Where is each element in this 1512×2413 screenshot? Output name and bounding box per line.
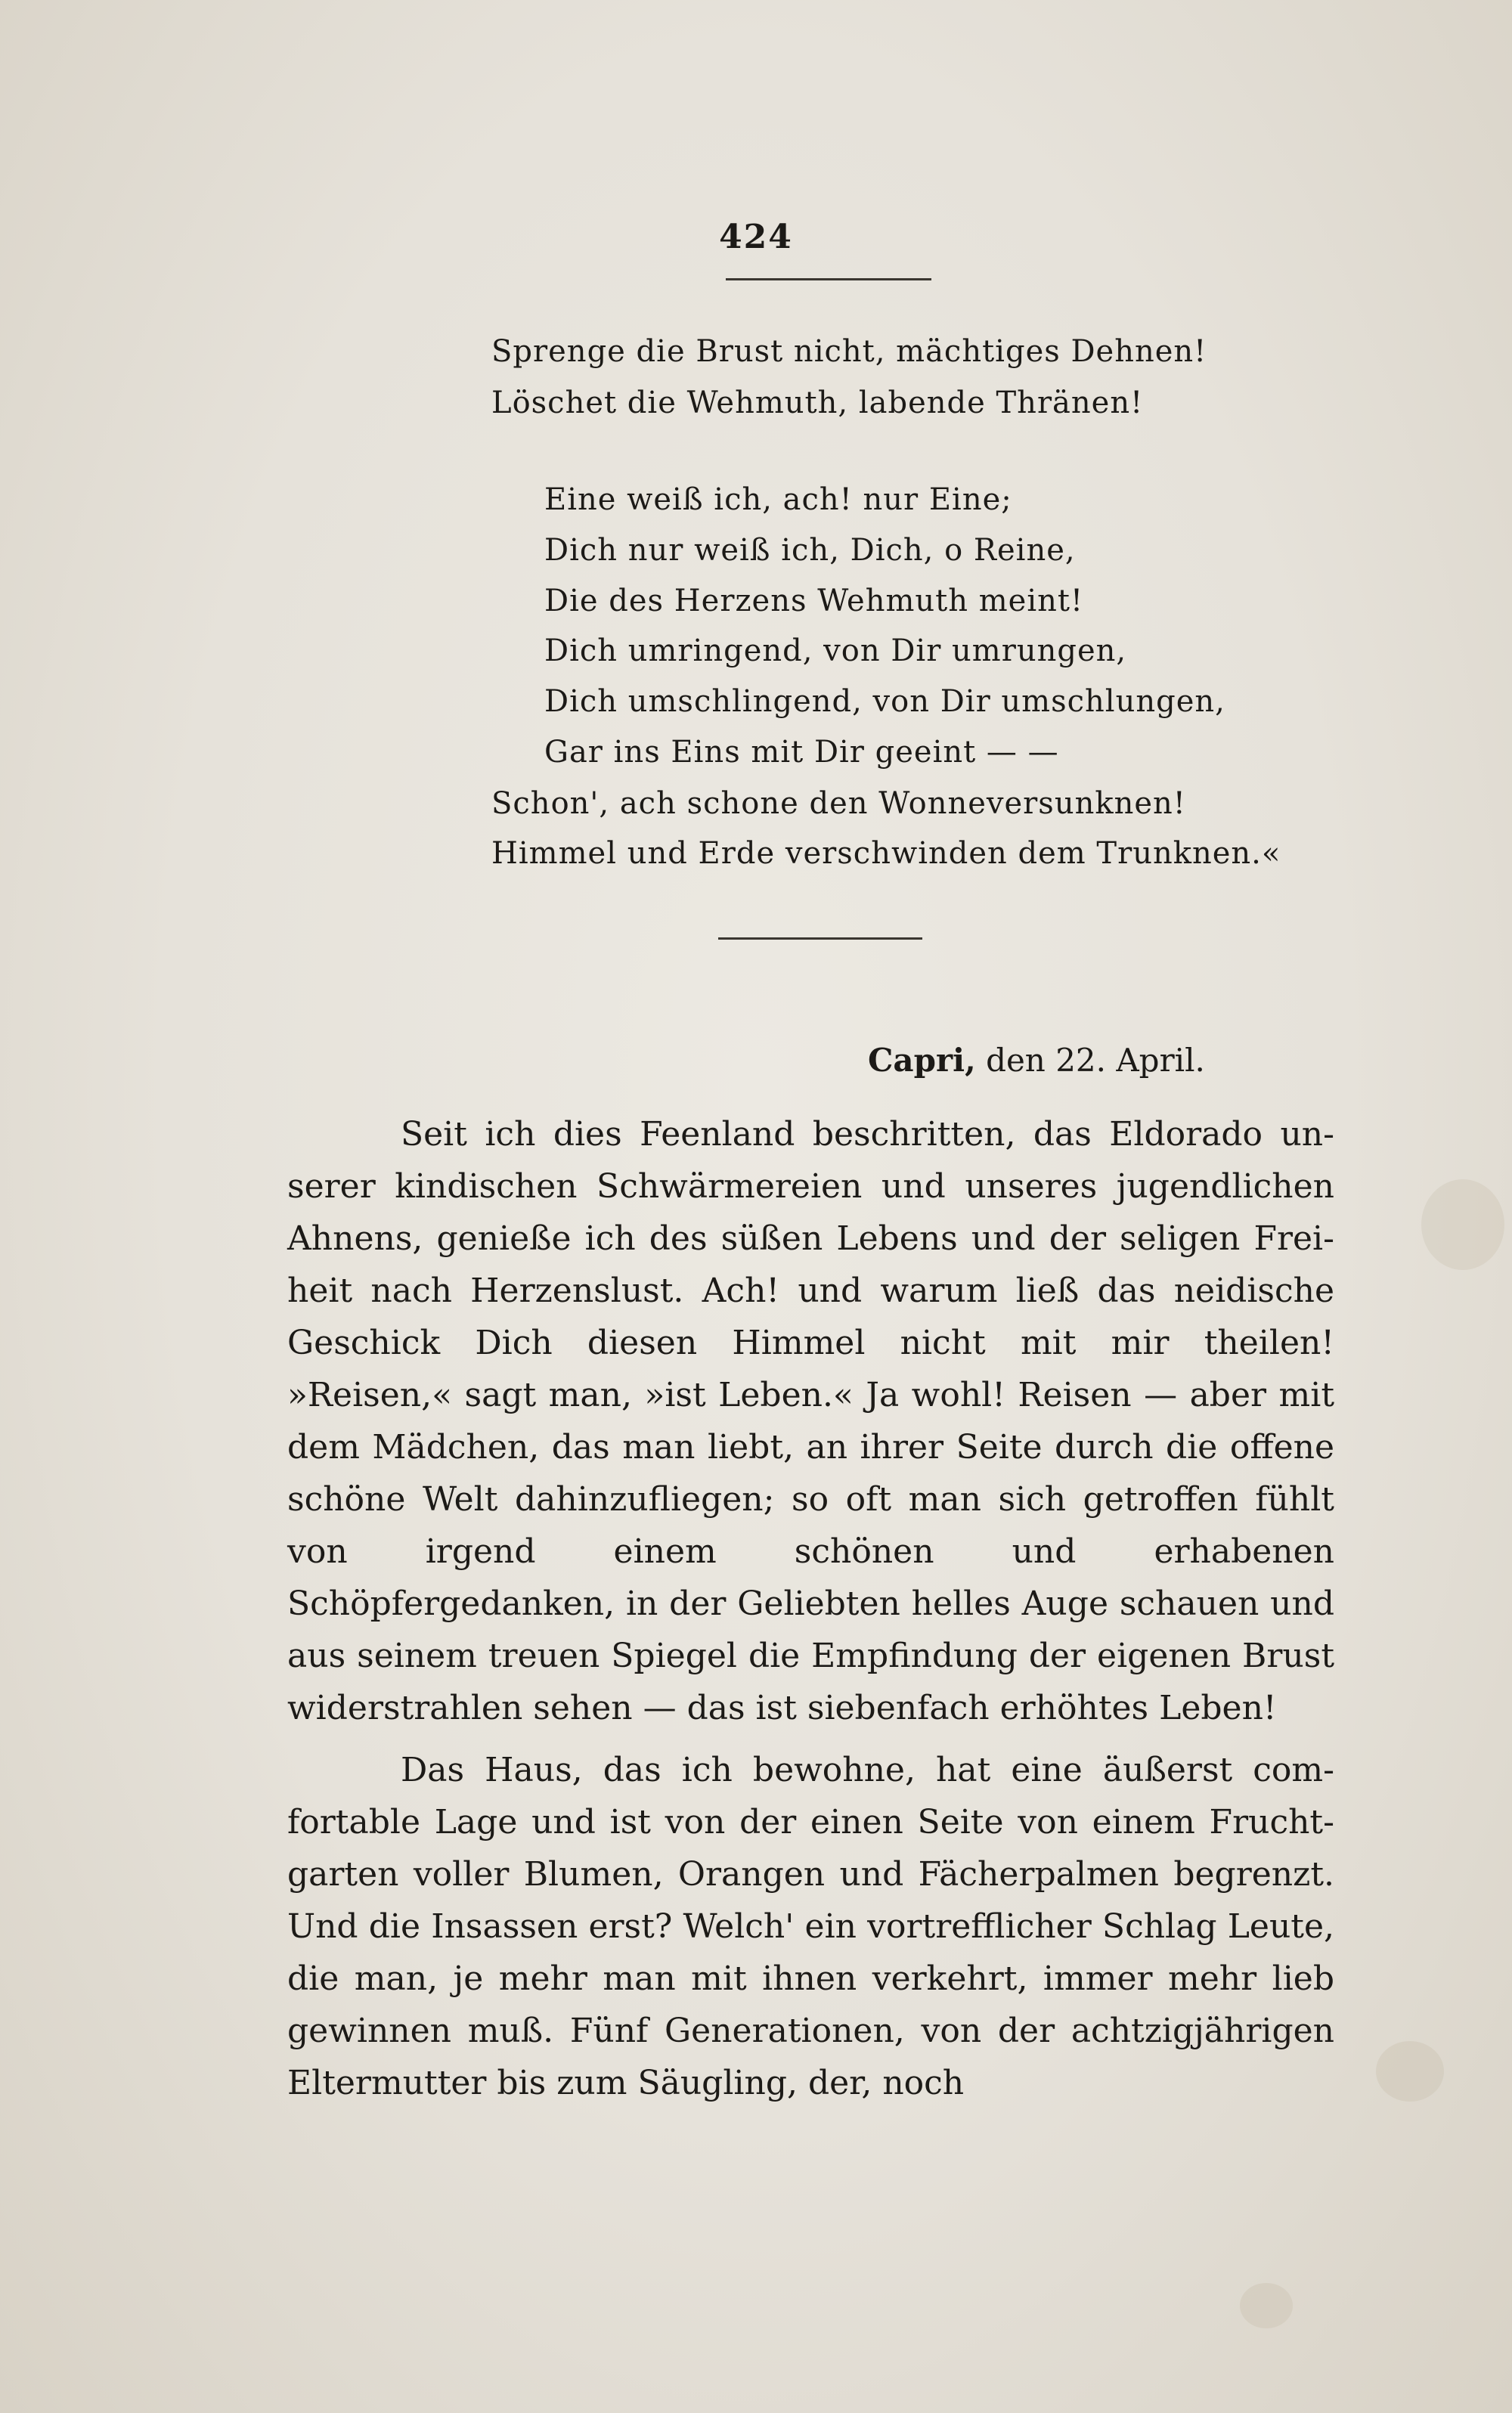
page-number: 424 — [719, 218, 793, 256]
verse-line: Die des Herzens Wehmuth meint! — [544, 584, 1084, 618]
page-stain — [1240, 2283, 1293, 2328]
page-stain — [1421, 1179, 1504, 1270]
verse-line: Himmel und Erde verschwinden dem Trunknen.« — [491, 836, 1281, 871]
header-rule — [726, 278, 931, 280]
verse-line: Löschet die Wehmuth, labende Thränen! — [491, 386, 1144, 420]
body-paragraph-2: Das Haus, das ich bewohne, hat eine äußerst comfortable Lage und ist von der einen Seite von einem Fruchtgarten voller Blumen, Orangen und Fächerpalmen begrenzt. Und die Insassen erst? Welch' ein vortrefflicher Schlag Leute, die man, je mehr man mit ihnen verkehrt, immer mehr lieb gewinnen muß. Fünf Generationen, von der achtzigjährigen Eltermutter bis zum Säugling, der, noch — [287, 1751, 1334, 2102]
section-divider — [718, 937, 922, 940]
heading-place: Capri, — [868, 1042, 976, 1079]
verse-line: Gar ins Eins mit Dir geeint — — — [544, 735, 1059, 770]
letter-heading — [868, 1042, 1205, 1079]
verse-line: Schon', ach schone den Wonneversunknen! — [491, 786, 1186, 821]
page-stain — [1376, 2041, 1444, 2102]
body-paragraph-1: Seit ich dies Feenland beschritten, das Eldorado unserer kindischen Schwärmereien und unseres jugendlichen Ahnens, genieße ich des süßen Lebens und der seligen Freiheit nach Herzenslust. Ach! und warum ließ das neidische Geschick Dich diesen Himmel nicht mit mir theilen! »Reisen,« sagt man, »ist Leben.« Ja wohl! Reisen — aber mit dem Mädchen, das man liebt, an ihrer Seite durch die offene schöne Welt dahinzufliegen; so oft man sich getroffen fühlt von irgend einem schönen und erhabenen Schöpfergedanken, in der Geliebten helles Auge schauen und aus seinem treuen Spiegel die Empfindung der eigenen Brust widerstrahlen sehen — das ist siebenfach erhöhtes Leben! — [287, 1115, 1334, 1727]
verse-line: Dich umschlingend, von Dir umschlungen, — [544, 684, 1225, 719]
verse-line: Dich nur weiß ich, Dich, o Reine, — [544, 533, 1076, 568]
verse-line: Eine weiß ich, ach! nur Eine; — [544, 482, 1012, 517]
heading-date: den 22. April. — [975, 1042, 1205, 1079]
verse-line: Sprenge die Brust nicht, mächtiges Dehnen! — [491, 334, 1207, 369]
verse-line: Dich umringend, von Dir umrungen, — [544, 633, 1127, 668]
